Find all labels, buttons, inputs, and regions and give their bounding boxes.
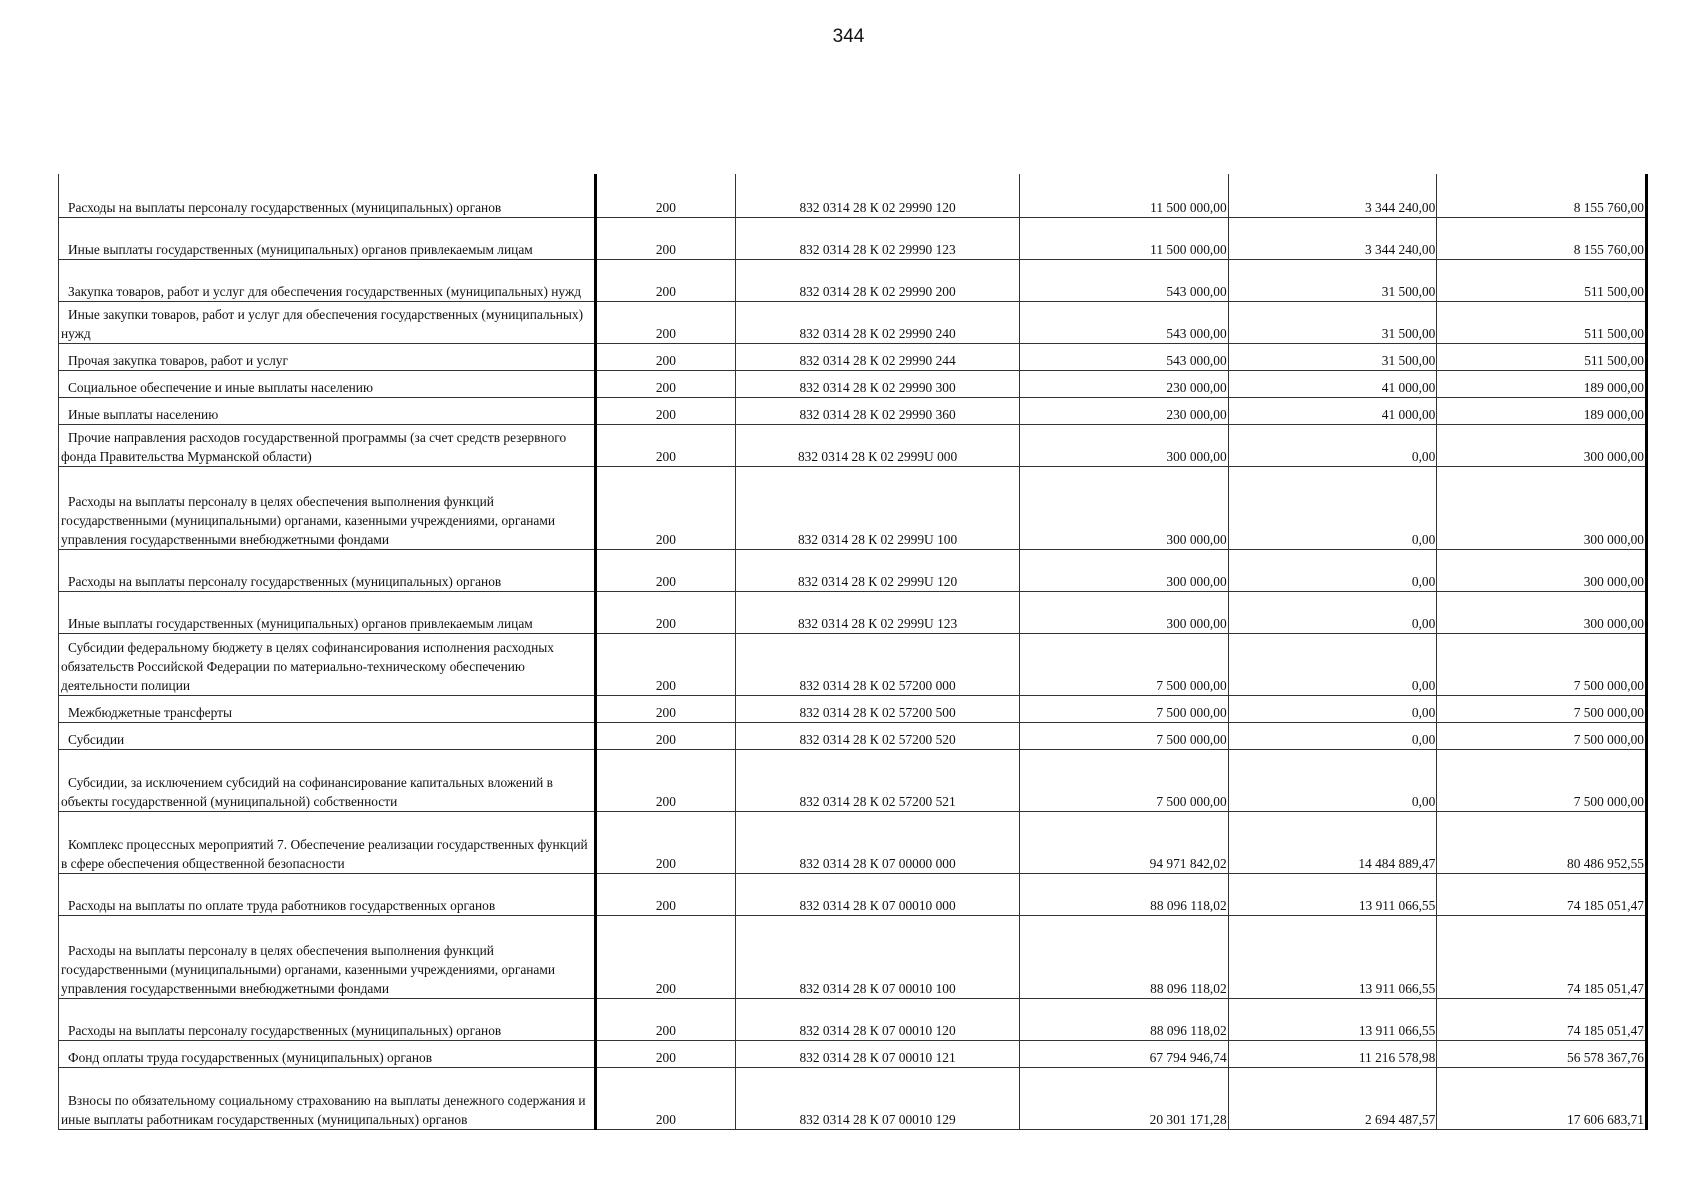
row-name-cell: Иные выплаты населению [59,397,596,424]
row-kbk-cell: 832 0314 28 К 02 2999U 000 [736,424,1020,466]
table-row [59,370,1647,397]
row-amount-planned-cell: 300 000,00 [1020,549,1229,591]
row-code-cell: 200 [595,915,735,998]
row-code-cell: 200 [595,424,735,466]
row-name-cell: Иные выплаты государственных (муниципальных) органов привлекаемым лицам [59,217,596,259]
row-code-cell: 200 [595,873,735,915]
row-amount-remaining-cell: 74 185 051,47 [1437,915,1647,998]
row-kbk-cell: 832 0314 28 К 07 00010 129 [736,1067,1020,1129]
row-amount-executed-cell: 0,00 [1228,466,1437,549]
table-row [59,998,1647,1040]
row-amount-remaining-cell: 80 486 952,55 [1437,811,1647,873]
row-kbk-cell: 832 0314 28 К 02 57200 000 [736,633,1020,695]
row-amount-remaining-cell: 7 500 000,00 [1437,749,1647,811]
table-row [59,1067,1647,1129]
budget-table-body [59,174,1647,1129]
table-row [59,915,1647,998]
row-amount-remaining-cell: 8 155 760,00 [1437,217,1647,259]
row-amount-planned-cell: 7 500 000,00 [1020,722,1229,749]
row-kbk-cell: 832 0314 28 К 02 2999U 120 [736,549,1020,591]
row-amount-planned-cell: 11 500 000,00 [1020,217,1229,259]
table-row [59,466,1647,549]
row-amount-remaining-cell: 300 000,00 [1437,424,1647,466]
row-amount-remaining-cell: 300 000,00 [1437,466,1647,549]
row-amount-executed-cell: 13 911 066,55 [1228,915,1437,998]
table-row [59,873,1647,915]
row-amount-remaining-cell: 7 500 000,00 [1437,695,1647,722]
row-amount-executed-cell: 31 500,00 [1228,343,1437,370]
row-kbk-cell: 832 0314 28 К 02 29990 244 [736,343,1020,370]
row-code-cell: 200 [595,1040,735,1067]
row-kbk-cell: 832 0314 28 К 02 2999U 100 [736,466,1020,549]
row-code-cell: 200 [595,749,735,811]
table-row [59,259,1647,301]
budget-table [58,174,1648,1130]
row-amount-executed-cell: 3 344 240,00 [1228,217,1437,259]
row-amount-executed-cell: 0,00 [1228,591,1437,633]
table-row [59,722,1647,749]
row-name-cell: Социальное обеспечение и иные выплаты населению [59,370,596,397]
row-amount-planned-cell: 300 000,00 [1020,591,1229,633]
row-kbk-cell: 832 0314 28 К 02 29990 120 [736,174,1020,217]
row-name-cell: Комплекс процессных мероприятий 7. Обеспечение реализации государственных функций в сфере обеспечения общественной безопасности [59,811,596,873]
row-amount-planned-cell: 94 971 842,02 [1020,811,1229,873]
row-amount-executed-cell: 41 000,00 [1228,370,1437,397]
table-row [59,174,1647,217]
row-name-cell: Расходы на выплаты по оплате труда работников государственных органов [59,873,596,915]
row-amount-planned-cell: 543 000,00 [1020,259,1229,301]
row-name-cell: Прочие направления расходов государственной программы (за счет средств резервного фонда Правительства Мурманской области) [59,424,596,466]
row-kbk-cell: 832 0314 28 К 02 57200 520 [736,722,1020,749]
row-code-cell: 200 [595,998,735,1040]
row-amount-executed-cell: 31 500,00 [1228,301,1437,343]
table-row [59,591,1647,633]
row-amount-executed-cell: 0,00 [1228,633,1437,695]
row-code-cell: 200 [595,466,735,549]
row-amount-executed-cell: 2 694 487,57 [1228,1067,1437,1129]
row-amount-remaining-cell: 511 500,00 [1437,259,1647,301]
row-amount-remaining-cell: 300 000,00 [1437,591,1647,633]
row-amount-executed-cell: 0,00 [1228,722,1437,749]
row-amount-executed-cell: 0,00 [1228,749,1437,811]
row-kbk-cell: 832 0314 28 К 07 00010 000 [736,873,1020,915]
row-name-cell: Фонд оплаты труда государственных (муниципальных) органов [59,1040,596,1067]
row-amount-planned-cell: 300 000,00 [1020,466,1229,549]
row-code-cell: 200 [595,1067,735,1129]
row-code-cell: 200 [595,217,735,259]
row-amount-executed-cell: 13 911 066,55 [1228,998,1437,1040]
row-code-cell: 200 [595,633,735,695]
row-kbk-cell: 832 0314 28 К 02 29990 300 [736,370,1020,397]
row-amount-remaining-cell: 8 155 760,00 [1437,174,1647,217]
row-amount-planned-cell: 11 500 000,00 [1020,174,1229,217]
row-code-cell: 200 [595,301,735,343]
row-kbk-cell: 832 0314 28 К 02 29990 360 [736,397,1020,424]
row-amount-executed-cell: 13 911 066,55 [1228,873,1437,915]
row-kbk-cell: 832 0314 28 К 07 00010 120 [736,998,1020,1040]
row-name-cell: Межбюджетные трансферты [59,695,596,722]
table-row [59,749,1647,811]
row-name-cell: Расходы на выплаты персоналу государственных (муниципальных) органов [59,174,596,217]
row-kbk-cell: 832 0314 28 К 02 29990 240 [736,301,1020,343]
row-kbk-cell: 832 0314 28 К 02 57200 521 [736,749,1020,811]
row-code-cell: 200 [595,370,735,397]
row-name-cell: Расходы на выплаты персоналу государственных (муниципальных) органов [59,549,596,591]
table-row [59,549,1647,591]
row-code-cell: 200 [595,722,735,749]
table-row [59,695,1647,722]
row-kbk-cell: 832 0314 28 К 02 29990 123 [736,217,1020,259]
row-code-cell: 200 [595,591,735,633]
row-amount-remaining-cell: 511 500,00 [1437,343,1647,370]
row-amount-executed-cell: 3 344 240,00 [1228,174,1437,217]
table-row [59,1040,1647,1067]
row-amount-executed-cell: 0,00 [1228,549,1437,591]
row-name-cell: Иные выплаты государственных (муниципальных) органов привлекаемым лицам [59,591,596,633]
row-amount-planned-cell: 230 000,00 [1020,370,1229,397]
row-amount-planned-cell: 7 500 000,00 [1020,695,1229,722]
row-amount-remaining-cell: 300 000,00 [1437,549,1647,591]
row-amount-planned-cell: 300 000,00 [1020,424,1229,466]
row-amount-executed-cell: 11 216 578,98 [1228,1040,1437,1067]
row-name-cell: Прочая закупка товаров, работ и услуг [59,343,596,370]
row-amount-planned-cell: 88 096 118,02 [1020,998,1229,1040]
row-name-cell: Субсидии, за исключением субсидий на софинансирование капитальных вложений в объекты государственной (муниципальной) собственности [59,749,596,811]
row-kbk-cell: 832 0314 28 К 07 00000 000 [736,811,1020,873]
row-amount-remaining-cell: 74 185 051,47 [1437,873,1647,915]
row-amount-remaining-cell: 74 185 051,47 [1437,998,1647,1040]
row-amount-planned-cell: 230 000,00 [1020,397,1229,424]
row-amount-remaining-cell: 189 000,00 [1437,397,1647,424]
table-row [59,811,1647,873]
row-kbk-cell: 832 0314 28 К 07 00010 121 [736,1040,1020,1067]
row-code-cell: 200 [595,174,735,217]
row-amount-remaining-cell: 17 606 683,71 [1437,1067,1647,1129]
row-kbk-cell: 832 0314 28 К 02 29990 200 [736,259,1020,301]
row-amount-executed-cell: 0,00 [1228,695,1437,722]
row-amount-planned-cell: 67 794 946,74 [1020,1040,1229,1067]
row-kbk-cell: 832 0314 28 К 02 57200 500 [736,695,1020,722]
row-amount-executed-cell: 41 000,00 [1228,397,1437,424]
row-amount-remaining-cell: 56 578 367,76 [1437,1040,1647,1067]
page-number: 344 [832,26,865,47]
row-amount-planned-cell: 543 000,00 [1020,301,1229,343]
row-amount-planned-cell: 7 500 000,00 [1020,749,1229,811]
row-amount-planned-cell: 88 096 118,02 [1020,873,1229,915]
row-name-cell: Взносы по обязательному социальному страхованию на выплаты денежного содержания и иные выплаты работникам государственных (муниципальных) органов [59,1067,596,1129]
row-code-cell: 200 [595,343,735,370]
row-amount-planned-cell: 7 500 000,00 [1020,633,1229,695]
row-amount-remaining-cell: 7 500 000,00 [1437,633,1647,695]
row-kbk-cell: 832 0314 28 К 07 00010 100 [736,915,1020,998]
table-row [59,397,1647,424]
row-name-cell: Расходы на выплаты персоналу в целях обеспечения выполнения функций государственными (муниципальными) органами, казенными учреждениями, органами управления государственными внебюджетными фондами [59,466,596,549]
row-name-cell: Расходы на выплаты персоналу государственных (муниципальных) органов [59,998,596,1040]
row-amount-executed-cell: 0,00 [1228,424,1437,466]
row-amount-planned-cell: 20 301 171,28 [1020,1067,1229,1129]
table-row [59,633,1647,695]
row-code-cell: 200 [595,695,735,722]
row-kbk-cell: 832 0314 28 К 02 2999U 123 [736,591,1020,633]
table-row [59,217,1647,259]
row-name-cell: Расходы на выплаты персоналу в целях обеспечения выполнения функций государственными (муниципальными) органами, казенными учреждениями, органами управления государственными внебюджетными фондами [59,915,596,998]
row-name-cell: Субсидии [59,722,596,749]
row-amount-remaining-cell: 7 500 000,00 [1437,722,1647,749]
row-name-cell: Субсидии федеральному бюджету в целях софинансирования исполнения расходных обязательств Российской Федерации по материально-техническому обеспечению деятельности полиции [59,633,596,695]
row-amount-executed-cell: 31 500,00 [1228,259,1437,301]
row-amount-remaining-cell: 189 000,00 [1437,370,1647,397]
row-name-cell: Иные закупки товаров, работ и услуг для обеспечения государственных (муниципальных) нужд [59,301,596,343]
row-amount-planned-cell: 543 000,00 [1020,343,1229,370]
row-amount-executed-cell: 14 484 889,47 [1228,811,1437,873]
table-row [59,424,1647,466]
row-amount-remaining-cell: 511 500,00 [1437,301,1647,343]
row-code-cell: 200 [595,259,735,301]
table-row [59,301,1647,343]
row-code-cell: 200 [595,397,735,424]
row-name-cell: Закупка товаров, работ и услуг для обеспечения государственных (муниципальных) нужд [59,259,596,301]
row-code-cell: 200 [595,811,735,873]
row-amount-planned-cell: 88 096 118,02 [1020,915,1229,998]
row-code-cell: 200 [595,549,735,591]
table-row [59,343,1647,370]
